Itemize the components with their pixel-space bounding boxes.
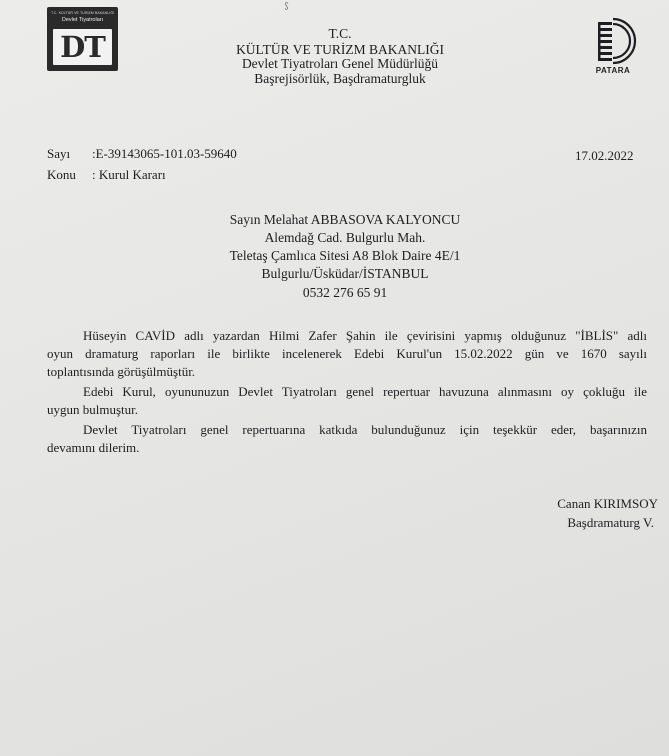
header-directorate: Devlet Tiyatroları Genel Müdürlüğü <box>241 56 439 71</box>
patara-emblem-icon <box>589 16 637 66</box>
konu-label: Konu <box>47 167 76 182</box>
recipient-name: Sayın Melahat ABBASOVA KALYONCU <box>229 212 461 227</box>
sayi-value: :E-39143065-101.03-59640 <box>92 146 237 161</box>
paragraph-2-line-2: uygun bulmuştur. <box>47 402 139 417</box>
paragraph-3 <box>47 421 647 457</box>
signer-name: Canan KIRIMSOY <box>557 496 658 511</box>
sayi-label: Sayı <box>47 146 71 161</box>
pen-mark: ᔑ <box>281 1 293 13</box>
header-tc: T.C. <box>328 26 352 41</box>
patara-label: PATARA <box>595 66 631 75</box>
paragraph-2-line-1: Edebi Kurul, oyununuzun Devlet Tiyatroları genel repertuar havuzuna alınmasını oy çokluğu ile <box>83 384 647 399</box>
header-department: Başrejisörlük, Başdramaturgluk <box>254 71 426 86</box>
recipient-building: Teletaş Çamlıca Sitesi A8 Blok Daire 4E/1 <box>229 248 461 263</box>
patara-logo <box>589 16 637 82</box>
recipient-phone: 0532 276 65 91 <box>302 285 388 300</box>
paragraph-2 <box>47 383 647 419</box>
paragraph-1-line-3: toplantısında görüşülmüştür. <box>47 364 196 379</box>
paragraph-1-line-2: oyun dramaturg raporları ile birlikte incelenerek Edebi Kurul'un 15.02.2022 gün ve 1670 sayılı <box>47 346 647 361</box>
devlet-tiyatrolari-logo <box>47 7 118 71</box>
konu-value: : Kurul Kararı <box>92 167 166 182</box>
signer-title: Başdramaturg V. <box>567 515 654 530</box>
logo-dt-letters: DT <box>53 29 112 65</box>
paragraph-1 <box>47 327 647 381</box>
logo-institution-text: Devlet Tiyatroları <box>61 17 104 23</box>
recipient-street: Alemdağ Cad. Bulgurlu Mah. <box>264 230 426 245</box>
recipient-city: Bulgurlu/Üsküdar/İSTANBUL <box>261 266 429 281</box>
paragraph-1-line-1: Hüseyin CAVİD adlı yazardan Hilmi Zafer Şahin ile çevirisini yapmış olduğunuz "İBLİS" adlı <box>83 328 647 343</box>
paragraph-3-line-2: devamını dilerim. <box>47 440 140 455</box>
paragraph-3-line-1: Devlet Tiyatroları genel repertuarına katkıda bulunduğunuz için teşekkür eder, başarınızın <box>83 422 647 437</box>
document-date: 17.02.2022 <box>575 148 634 163</box>
logo-ministry-text: T.C. KÜLTÜR VE TURİZM BAKANLIĞI <box>51 11 114 15</box>
header-ministry: KÜLTÜR VE TURİZM BAKANLIĞI <box>236 42 444 57</box>
